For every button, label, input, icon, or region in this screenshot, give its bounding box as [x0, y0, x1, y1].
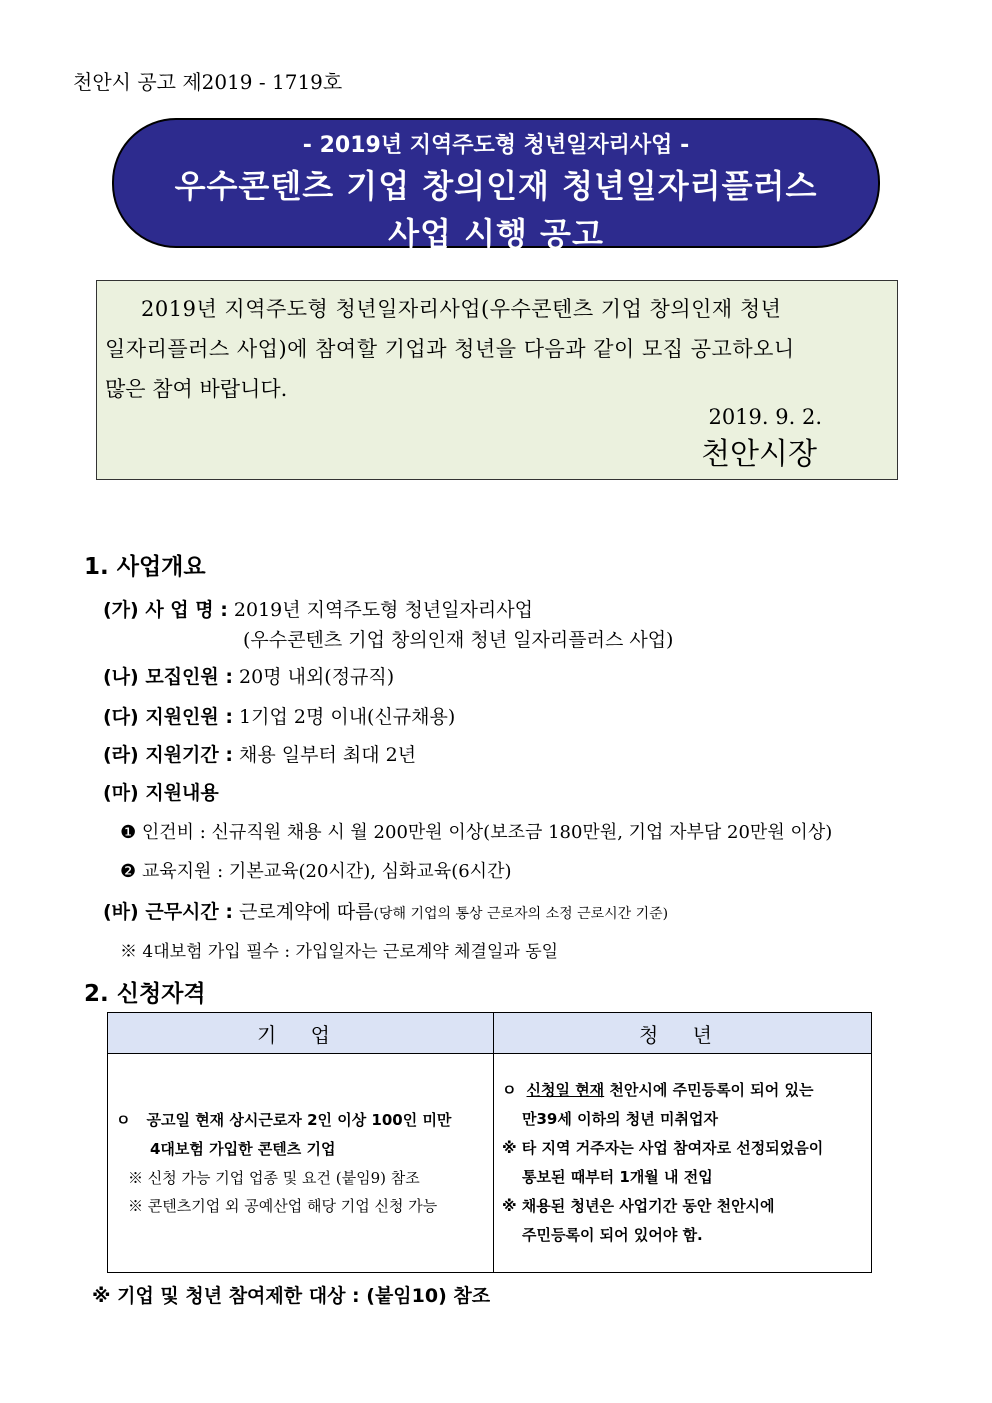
item-value: 채용 일부터 최대 2년 [239, 744, 417, 766]
youth-cell [494, 1054, 872, 1273]
table-row [108, 1054, 872, 1273]
youth-line2: 만39세 이하의 청년 미취업자 [522, 1110, 718, 1128]
item-label: (마) 지원내용 [103, 782, 219, 804]
youth-note1a: ※ 타 지역 거주자는 사업 참여자로 선정되었음이 [502, 1139, 824, 1157]
youth-line1 [502, 1076, 863, 1105]
youth-underlined: 신청일 현재 [526, 1081, 605, 1099]
company-note1: ※ 신청 가능 기업 업종 및 요건 (붙임9) 참조 [128, 1169, 420, 1187]
bullet-circle-icon: ㅇ [116, 1111, 131, 1129]
footer-note: ※ 기업 및 청년 참여제한 대상 : (붙임10) 참조 [92, 1285, 491, 1307]
item-label: (다) 지원인원 : [103, 706, 233, 728]
item-recruit-count [103, 662, 394, 689]
company-line2: 4대보험 가입한 콘텐츠 기업 [150, 1140, 336, 1158]
item-label: (라) 지원기간 : [103, 744, 233, 766]
youth-note2a: ※ 채용된 청년은 사업기간 동안 천안시에 [502, 1197, 775, 1215]
bullet-1-icon: ❶ [120, 822, 137, 843]
support-item-2 [120, 857, 511, 883]
table-header-row [108, 1013, 872, 1054]
qualification-table [107, 1012, 872, 1273]
item-project-name [103, 595, 533, 622]
title-line1: 우수콘텐츠 기업 창의인재 청년일자리플러스 [174, 167, 818, 205]
support-item-1 [120, 818, 832, 844]
column-header-youth: 청 년 [494, 1013, 872, 1054]
company-cell [108, 1054, 494, 1273]
title-banner [112, 118, 880, 253]
item-label: (가) 사 업 명 : [103, 599, 228, 621]
bullet-circle-icon: ㅇ [502, 1081, 517, 1099]
item-support-content [103, 778, 219, 805]
section2-heading: 2. 신청자격 [84, 981, 206, 1007]
item-support-period [103, 740, 416, 767]
item-value: 근로계약에 따름 [239, 901, 374, 923]
item-project-name-2 [243, 625, 673, 652]
section1-heading: 1. 사업개요 [84, 554, 206, 580]
youth-line1-rest: 천안시에 주민등록이 되어 있는 [604, 1081, 814, 1099]
column-header-company: 기 업 [108, 1013, 494, 1054]
title-subtitle: - 2019년 지역주도형 청년일자리사업 - [302, 133, 690, 158]
intro-line3: 많은 참여 바랍니다. [105, 377, 288, 401]
item-value: 20명 내외(정규직) [239, 666, 395, 688]
item-label: (나) 모집인원 : [103, 666, 233, 688]
intro-line2: 일자리플러스 사업)에 참여할 기업과 청년을 다음과 같이 모집 공고하오니 [105, 337, 795, 361]
insurance-note: ※ 4대보험 가입 필수 : 가입일자는 근로계약 체결일과 동일 [120, 942, 559, 962]
bullet-2-icon: ❷ [120, 861, 137, 882]
item-value: 2019년 지역주도형 청년일자리사업 [233, 599, 533, 621]
support-text: 인건비 : 신규직원 채용 시 월 200만원 이상(보조금 180만원, 기업 자부담 20만원 이상) [141, 822, 833, 843]
title-line2: 사업 시행 공고 [388, 215, 604, 253]
company-line1-text: 공고일 현재 상시근로자 2인 이상 100인 미만 [146, 1111, 452, 1129]
intro-signer: 천안시장 [701, 437, 817, 472]
item-value: 1기업 2명 이내(신규채용) [239, 706, 456, 728]
youth-note2b: 주민등록이 되어 있어야 함. [522, 1226, 703, 1244]
item-value-2: (우수콘텐츠 기업 창의인재 청년 일자리플러스 사업) [243, 629, 674, 651]
item-work-hours [103, 897, 668, 924]
intro-date: 2019. 9. 2. [708, 405, 822, 429]
item-support-count [103, 702, 455, 729]
intro-line1: 2019년 지역주도형 청년일자리사업(우수콘텐츠 기업 창의인재 청년 [141, 297, 782, 321]
intro-box [96, 280, 898, 480]
youth-note1b: 통보된 때부터 1개월 내 전입 [522, 1168, 713, 1186]
support-text: 교육지원 : 기본교육(20시간), 심화교육(6시간) [141, 861, 512, 882]
company-line1 [116, 1106, 485, 1135]
item-label: (바) 근무시간 : [103, 901, 233, 923]
company-note2: ※ 콘텐츠기업 외 공예산업 해당 기업 신청 가능 [128, 1197, 438, 1215]
item-value-small: (당해 기업의 통상 근로자의 소정 근로시간 기준) [373, 906, 669, 922]
notice-number: 천안시 공고 제2019 - 1719호 [73, 70, 343, 94]
